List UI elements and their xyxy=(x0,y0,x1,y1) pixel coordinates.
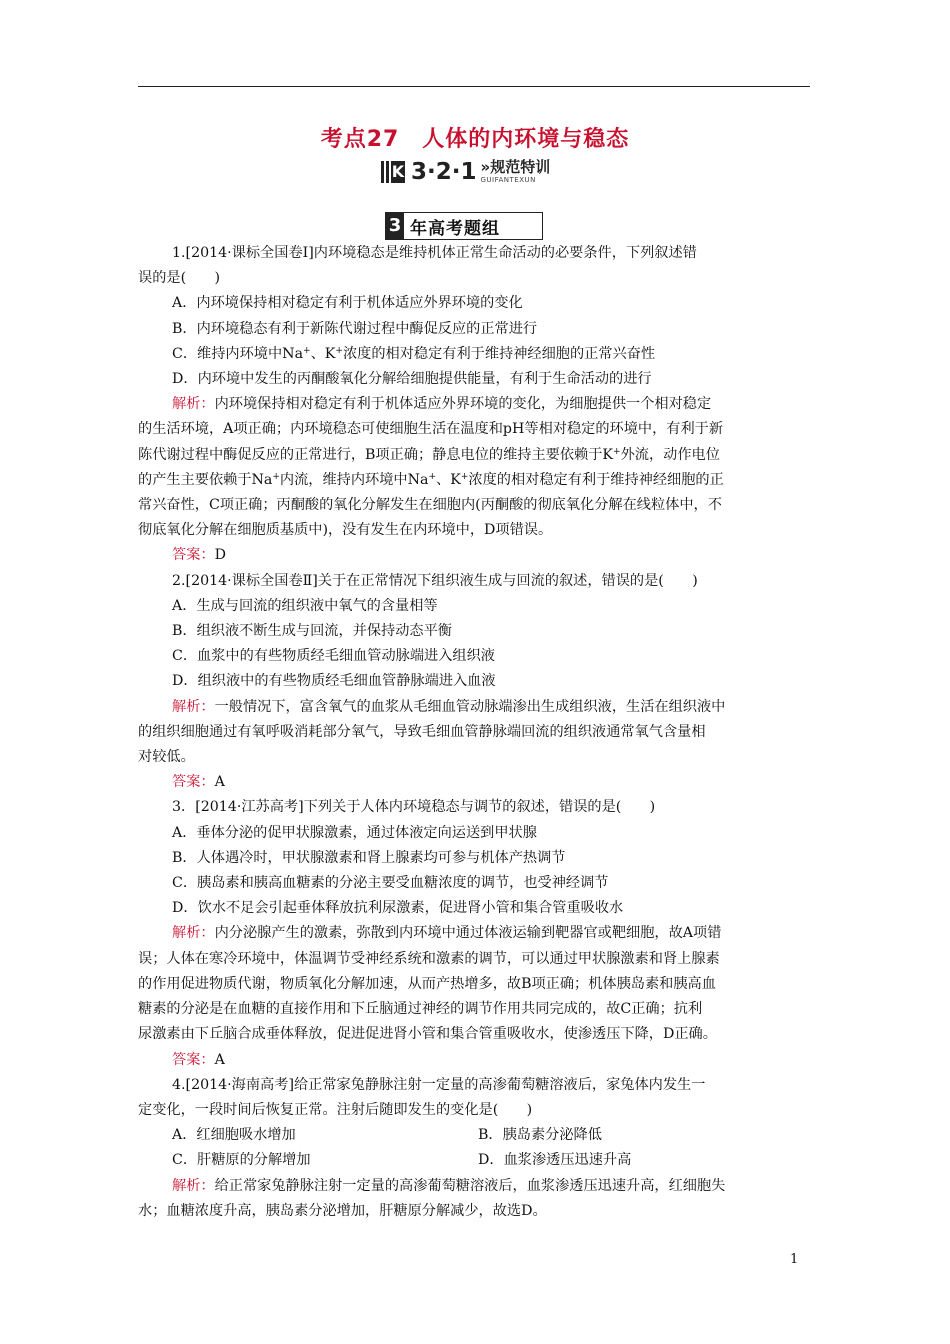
q1-option-b: B．内环境稳态有利于新陈代谢过程中酶促反应的正常进行 xyxy=(172,320,538,337)
answer-label: 答案： xyxy=(172,774,215,791)
header-rule xyxy=(138,86,810,87)
q4-option-a: A．红细胞吸水增加 xyxy=(172,1127,296,1144)
brand-letter: K xyxy=(391,162,405,181)
q4-options-row1 xyxy=(138,1123,810,1148)
q1-option-c: C．维持内环境中Na+、K+浓度的相对稳定有利于维持神经细胞的正常兴奋性 xyxy=(172,345,656,362)
brand-bars-icon xyxy=(381,161,407,183)
q3-analysis-line1: 解析：内分泌腺产生的激素，弥散到内环境中通过体液运输到靶器官或靶细胞，故A项错 xyxy=(172,925,722,942)
q4-option-c: C．肝糖原的分解增加 xyxy=(172,1152,311,1169)
q2-option-b: B．组织液不断生成与回流，并保持动态平衡 xyxy=(172,623,452,640)
q2-option-a: A．生成与回流的组织液中氧气的含量相等 xyxy=(172,597,438,614)
q3-analysis-line5: 尿激素由下丘脑合成垂体释放，促进促进肾小管和集合管重吸收水，使渗透压下降，D正确。 xyxy=(138,1026,717,1043)
q4-stem-line2: 定变化，一段时间后恢复正常。注射后随即发生的变化是( ) xyxy=(138,1101,533,1118)
page-number: 1 xyxy=(790,1252,799,1267)
analysis-label: 解析： xyxy=(172,698,215,715)
q4-analysis-line2: 水；血糖浓度升高，胰岛素分泌增加，肝糖原分解减少，故选D。 xyxy=(138,1202,547,1219)
analysis-label: 解析： xyxy=(172,1177,215,1194)
q2-analysis-line3: 对较低。 xyxy=(138,749,195,766)
q4-analysis-line1: 解析：给正常家兔静脉注射一定量的高渗葡萄糖溶液后，血浆渗透压迅速升高，红细胞失 xyxy=(172,1177,726,1194)
analysis-label: 解析： xyxy=(172,396,215,413)
section-title: 年高考题组 xyxy=(410,218,500,239)
q1-analysis-line6: 彻底氧化分解在细胞质基质中)，没有发生在内环境中，D项错误。 xyxy=(138,522,553,539)
brand-logo xyxy=(381,157,550,187)
q1-analysis-line2: 的生活环境，A项正确；内环境稳态可使细胞生活在温度和pH等相对稳定的环境中，有利于新 xyxy=(138,421,724,438)
q2-stem: 2.[2014·课标全国卷Ⅱ]关于在正常情况下组织液生成与回流的叙述，错误的是( ) xyxy=(172,572,698,589)
q4-options-row2 xyxy=(138,1148,810,1173)
answer-label: 答案： xyxy=(172,1051,215,1068)
brand-name: »规范特训 xyxy=(480,158,551,176)
question-content xyxy=(138,241,810,1224)
q1-analysis-line3: 陈代谢过程中酶促反应的正常进行，B项正确；静息电位的维持主要依赖于K+外流，动作电位 xyxy=(138,446,720,463)
q1-stem-line1: 1.[2014·课标全国卷Ⅰ]内环境稳态是维持机体正常生命活动的必要条件，下列叙述错 xyxy=(172,245,697,261)
q2-option-c: C．血浆中的有些物质经毛细血管动脉端进入组织液 xyxy=(172,648,495,665)
q3-option-b: B．人体遇冷时，甲状腺激素和肾上腺素均可参与机体产热调节 xyxy=(172,849,566,866)
section-heading xyxy=(385,212,543,240)
q3-analysis-line3: 的作用促进物质代谢，物质氧化分解加速，从而产热增多，故B项正确；机体胰岛素和胰高血 xyxy=(138,975,716,992)
q3-option-c: C．胰岛素和胰高血糖素的分泌主要受血糖浓度的调节，也受神经调节 xyxy=(172,875,609,892)
q4-stem-line1: 4.[2014·海南高考]给正常家兔静脉注射一定量的高渗葡萄糖溶液后，家兔体内发生一 xyxy=(172,1076,706,1093)
q1-stem-line2: 误的是( ) xyxy=(138,270,221,287)
section-number: 3 xyxy=(386,213,404,239)
analysis-label: 解析： xyxy=(172,925,215,942)
q2-analysis-line1: 解析：一般情况下，富含氧气的血浆从毛细血管动脉端渗出生成组织液，生活在组织液中 xyxy=(172,698,726,715)
q1-analysis-line5: 常兴奋性，C项正确；丙酮酸的氧化分解发生在细胞内(丙酮酸的彻底氧化分解在线粒体中，不 xyxy=(138,497,722,514)
q4-option-b: B．胰岛素分泌降低 xyxy=(478,1127,602,1144)
q2-analysis-line2: 的组织细胞通过有氧呼吸消耗部分氧气，导致毛细血管静脉端回流的组织液通常氧气含量相 xyxy=(138,723,706,740)
q4-option-d: D．血浆渗透压迅速升高 xyxy=(478,1152,632,1169)
q1-analysis-line1: 解析：内环境保持相对稳定有利于机体适应外界环境的变化，为细胞提供一个相对稳定 xyxy=(172,396,712,413)
brand-subtitle: GUIFANTEXUN xyxy=(480,176,536,184)
answer-label: 答案： xyxy=(172,547,215,564)
q3-option-a: A．垂体分泌的促甲状腺激素，通过体液定向运送到甲状腺 xyxy=(172,824,537,841)
q3-analysis-line4: 糖素的分泌是在血糖的直接作用和下丘脑通过神经的调节作用共同完成的，故C正确；抗利 xyxy=(138,1001,703,1018)
q3-stem: 3．[2014·江苏高考]下列关于人体内环境稳态与调节的叙述，错误的是( ) xyxy=(172,799,656,816)
q3-option-d: D．饮水不足会引起垂体释放抗利尿激素，促进肾小管和集合管重吸收水 xyxy=(172,900,624,917)
q2-answer: 答案：A xyxy=(172,774,225,791)
q2-option-d: D．组织液中的有些物质经毛细血管静脉端进入血液 xyxy=(172,673,496,690)
q1-analysis-line4: 的产生主要依赖于Na+内流，维持内环境中Na+、K+浓度的相对稳定有利于维持神经细胞的正 xyxy=(138,471,724,488)
q3-analysis-line2: 误；人体在寒冷环境中，体温调节受神经系统和激素的调节，可以通过甲状腺激素和肾上腺素 xyxy=(138,950,720,967)
page-title: 考点27 人体的内环境与稳态 xyxy=(320,127,630,152)
q1-option-a: A．内环境保持相对稳定有利于机体适应外界环境的变化 xyxy=(172,295,523,312)
q3-answer: 答案：A xyxy=(172,1051,225,1068)
q1-answer: 答案：D xyxy=(172,547,226,564)
q1-option-d: D．内环境中发生的丙酮酸氧化分解给细胞提供能量，有利于生命活动的进行 xyxy=(172,371,652,388)
brand-numbers: 3·2·1 xyxy=(411,159,477,185)
